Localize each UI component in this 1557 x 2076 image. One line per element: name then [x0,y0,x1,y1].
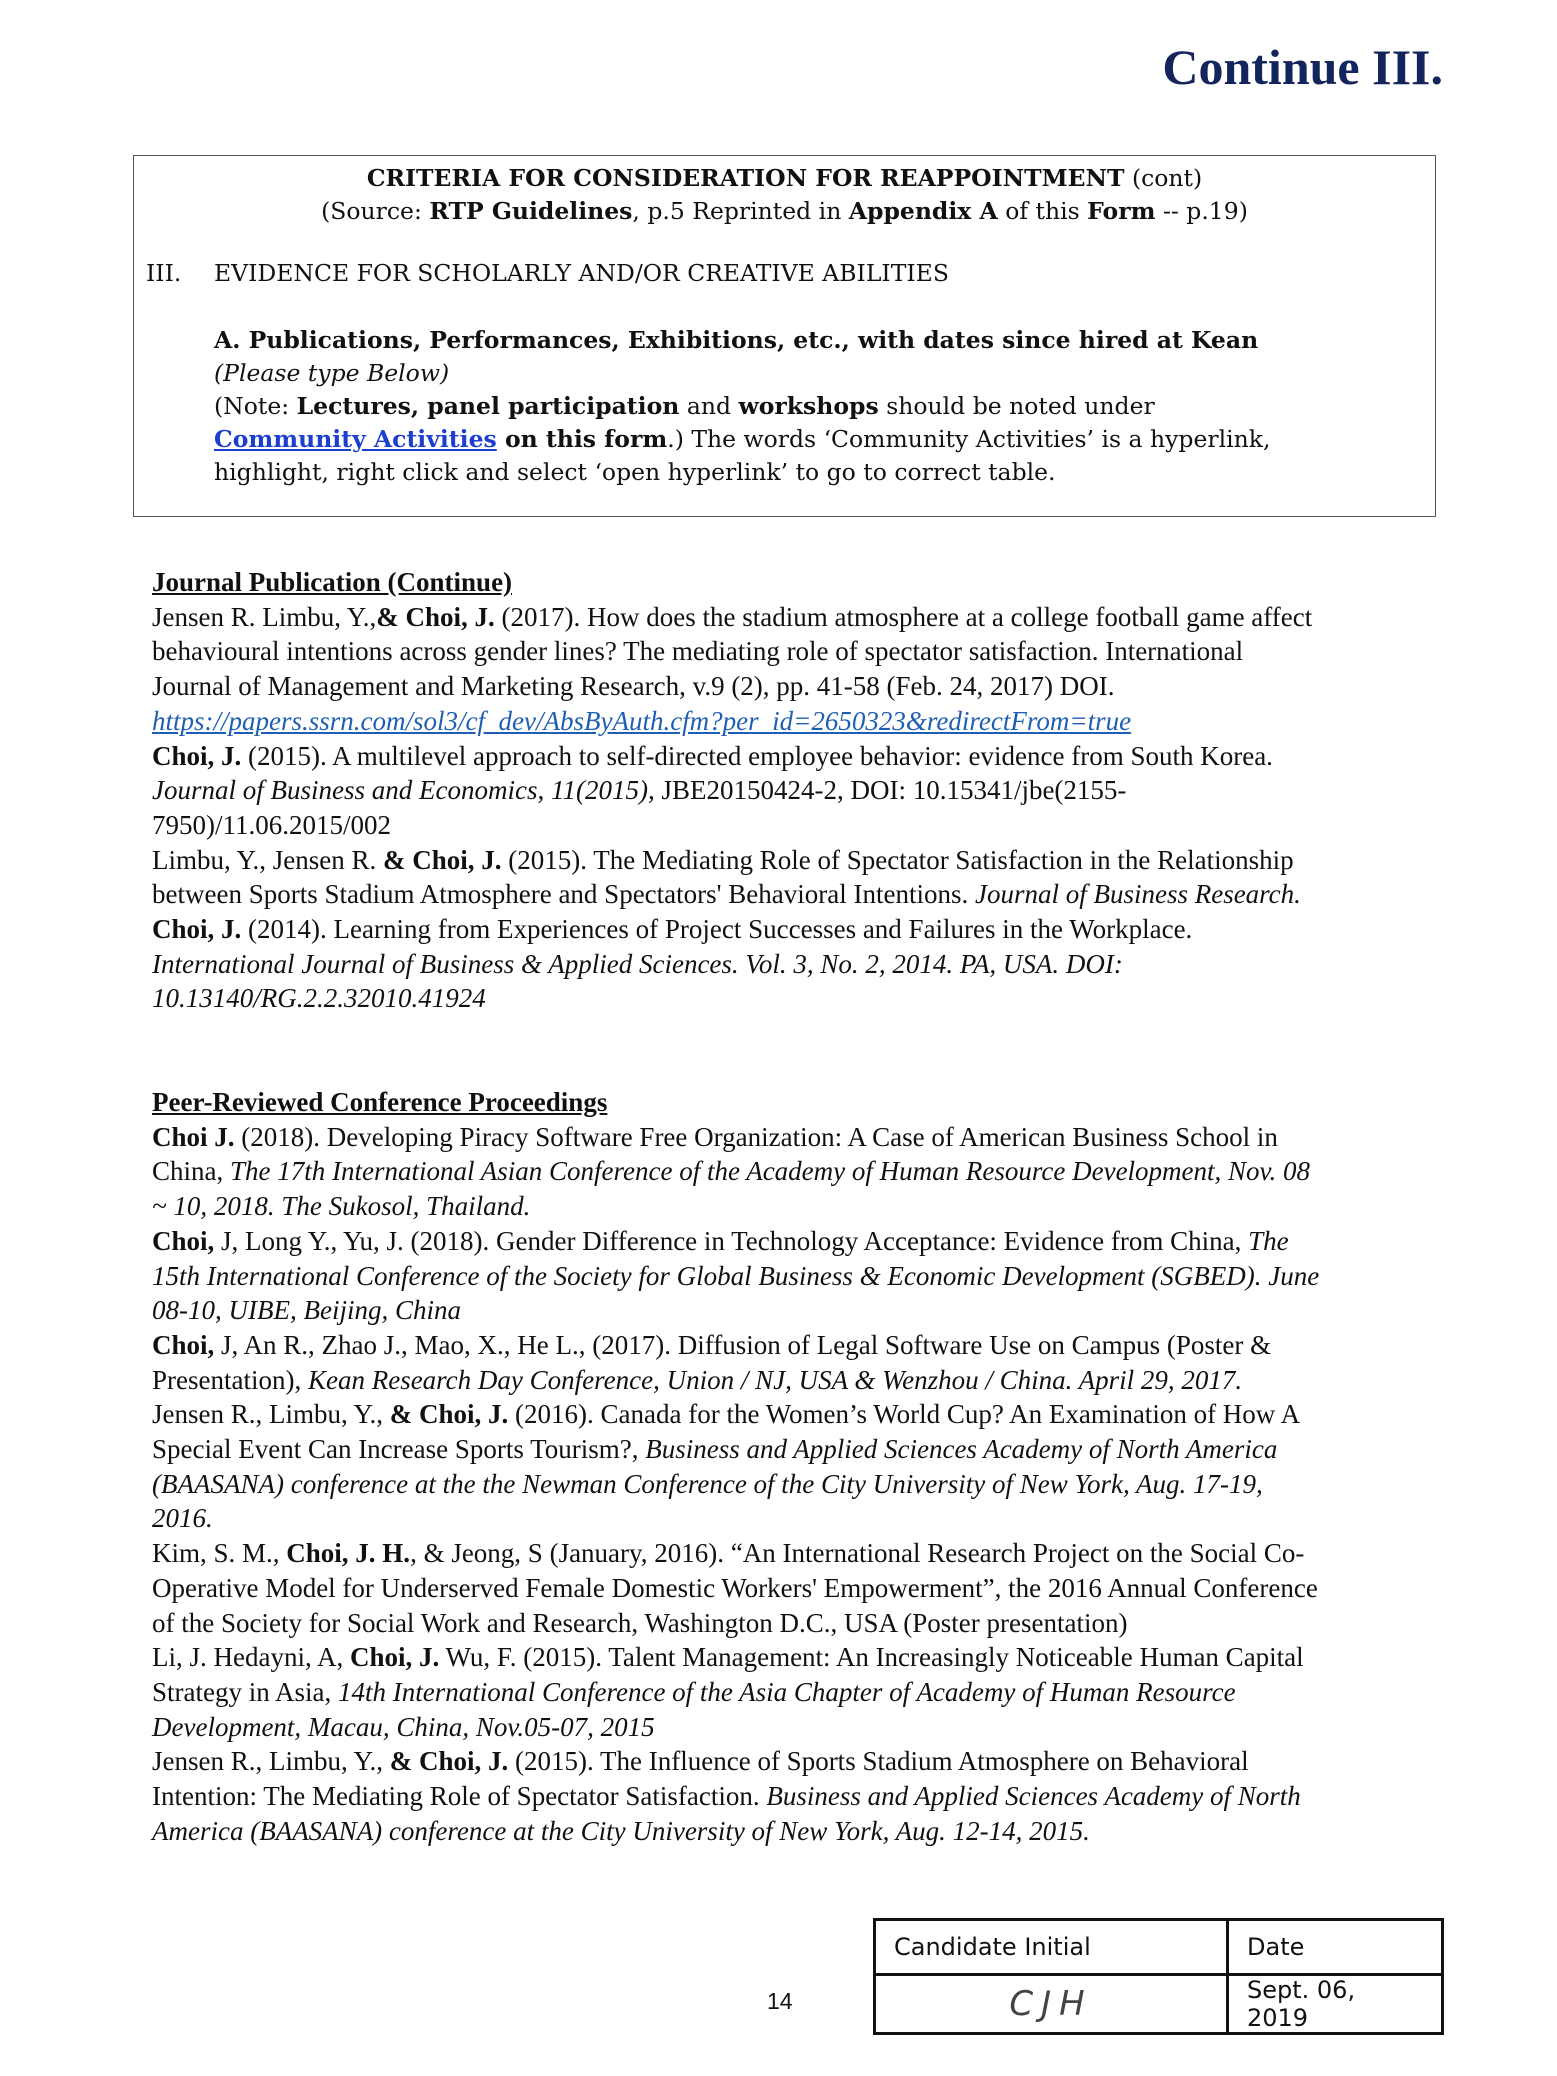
journal-entry-line [152,773,1442,808]
author-bold: & Choi, J. [383,844,502,875]
journal-name: International Journal of Business & Applied Sciences. Vol. 3, No. 2, 2014. PA, USA. DOI: [152,948,1123,979]
note-on-this-form: on this form [496,425,668,453]
note-text: should be noted under [878,392,1155,420]
entry-text: Strategy in Asia, [152,1676,338,1707]
journal-name: Journal of Business Research. [974,879,1301,910]
journal-entry-line [152,739,1442,774]
note-line: highlight, right click and select ‘open hyperlink’ to go to correct table. [214,458,1056,486]
peer-entry-line [152,1536,1442,1571]
note-line [214,423,1415,456]
peer-entry-line [152,1710,1442,1745]
author-bold: Choi, J. [152,914,242,945]
candidate-initials-signature: CJH [875,1975,1228,2034]
peer-entry-line [152,1224,1442,1259]
journal-entry-line [152,947,1442,982]
peer-heading: Peer-Reviewed Conference Proceedings [152,1087,608,1117]
peer-entry-line [152,1432,1442,1467]
journal-publication-section [152,565,1442,1016]
journal-name: Journal of Business and Economics, 11(2015), [152,775,655,806]
peer-entry-line [152,1675,1442,1710]
entry-text: (2016). Canada for the Women’s World Cup? An Examination of How A [508,1399,1301,1430]
peer-entry-line [152,1120,1442,1155]
conference-name: 08-10, UIBE, Beijing, China [152,1295,461,1326]
source-appendix: Appendix A [848,197,998,225]
journal-entry-line [152,912,1442,947]
journal-entry-line [152,877,1442,912]
journal-heading: Journal Publication (Continue) [152,567,513,597]
peer-reviewed-section [152,1085,1442,1848]
conference-name: (BAASANA) conference at the the Newman Conference of the City University of New York, Aug. 17-19, [152,1468,1263,1499]
conference-name: ~ 10, 2018. The Sukosol, Thailand. [152,1191,531,1222]
journal-entry-line [152,600,1442,635]
conference-name: 14th International Conference of the Asia Chapter of Academy of Human Resource [337,1676,1236,1707]
entry-text: , & Jeong, S (January, 2016). “An International Research Project on the Social Co- [410,1538,1305,1569]
journal-entry-line [152,981,1442,1016]
author-bold: Choi, [152,1225,215,1256]
entry-text: (2014). Learning from Experiences of Project Successes and Failures in the Workplace. [241,914,1193,945]
date-value: Sept. 06, 2019 [1228,1975,1443,2034]
section-a-block [214,324,1415,489]
conference-name: The 17th International Asian Conference of the Academy of Human Resource Development, Nov. 08 [230,1156,1311,1187]
journal-entry-line: behavioural intentions across gender lines? The mediating role of spectator satisfaction. International [152,636,1244,667]
date-label: Date [1228,1920,1443,1975]
conference-name: America (BAASANA) conference at the City University of New York, Aug. 12-14, 2015. [152,1815,1090,1846]
criteria-title-line [134,162,1435,195]
entry-text: Jensen R., Limbu, Y., [152,1746,390,1777]
entry-text: (2015). The Influence of Sports Stadium Atmosphere on Behavioral [508,1746,1249,1777]
journal-entry-line: 7950)/11.06.2015/002 [152,809,391,840]
source-rtp: RTP Guidelines [429,197,633,225]
entry-text: (2015). The Mediating Role of Spectator Satisfaction in the Relationship [501,844,1294,875]
community-activities-link[interactable]: Community Activities [214,425,497,453]
peer-entry-line [152,1814,1442,1849]
author-bold: & Choi, J. [376,601,495,632]
candidate-initial-label: Candidate Initial [875,1920,1228,1975]
entry-text: Li, J. Hedayni, A, [152,1642,350,1673]
entry-text: Limbu, Y., Jensen R. [152,844,384,875]
entry-text: Jensen R., Limbu, Y., [152,1399,390,1430]
peer-entry-line [152,1328,1442,1363]
note-line [214,390,1415,423]
peer-entry-line: Operative Model for Underserved Female Domestic Workers' Empowerment”, the 2016 Annual Conference [152,1572,1318,1603]
ssrn-link[interactable]: https://papers.ssrn.com/sol3/cf_dev/AbsByAuth.cfm?per_id=2650323&redirectFrom=true [152,705,1132,736]
author-bold: Choi, J. H. [286,1538,411,1569]
source-text: (Source: [321,197,430,225]
journal-entry-line: Journal of Management and Marketing Research, v.9 (2), pp. 41-58 (Feb. 24, 2017) DOI. [152,671,1115,702]
entry-text: J, An R., Zhao J., Mao, X., He L., (2017). Diffusion of Legal Software Use on Campus (Poster & [214,1329,1272,1360]
page-number: 14 [767,1988,793,2014]
note-workshops: workshops [738,392,879,420]
criteria-title: CRITERIA FOR CONSIDERATION FOR REAPPOINTMENT [366,164,1125,192]
author-bold: Choi, J. [152,740,242,771]
source-text: , p.5 Reprinted in [632,197,849,225]
section-a-instruction: (Please type Below) [214,359,450,387]
entry-text: Jensen R. Limbu, Y., [152,601,377,632]
section-a-title: A. Publications, Performances, Exhibitions, etc., with dates since hired at Kean [214,326,1259,354]
section-number: III. [146,259,182,287]
conference-name: Business and Applied Sciences Academy of North [766,1781,1301,1812]
peer-entry-line [152,1259,1442,1294]
source-text: of this [997,197,1088,225]
criteria-title-tail: (cont) [1124,164,1203,192]
doi-text: 10.13140/RG.2.2.32010.41924 [152,983,486,1014]
entry-text: (2017). How does the stadium atmosphere at a college football game affect [494,601,1313,632]
entry-text: J, Long Y., Yu, J. (2018). Gender Difference in Technology Acceptance: Evidence from China, [214,1225,1249,1256]
author-bold: Choi, J. [349,1642,440,1673]
peer-entry-line [152,1779,1442,1814]
entry-text: JBE20150424-2, DOI: 10.15341/jbe(2155- [654,775,1127,806]
entry-text: Special Event Can Increase Sports Tourism?, [152,1434,646,1465]
conference-name: Business and Applied Sciences Academy of North America [645,1434,1278,1465]
author-bold: Choi J. [152,1121,235,1152]
candidate-initial-table [873,1918,1444,2035]
entry-text: Kim, S. M., [152,1538,287,1569]
author-bold: Choi, [152,1329,215,1360]
conference-name: 15th International Conference of the Society for Global Business & Economic Development (SGBED). June [152,1260,1320,1291]
source-text: -- p.19) [1155,197,1248,225]
peer-entry-line: of the Society for Social Work and Research, Washington D.C., USA (Poster presentation) [152,1607,1128,1638]
peer-entry-line [152,1363,1442,1398]
peer-entry-line [152,1744,1442,1779]
section-title: EVIDENCE FOR SCHOLARLY AND/OR CREATIVE ABILITIES [214,259,949,287]
peer-entry-line [152,1189,1442,1224]
entry-text: Presentation), [152,1364,308,1395]
note-text: (Note: [214,392,297,420]
peer-entry-line [152,1154,1442,1189]
note-text: .) The words ‘Community Activities’ is a hyperlink, [667,425,1271,453]
peer-entry-line [152,1640,1442,1675]
note-text: and [679,392,739,420]
peer-entry-line [152,1501,1442,1536]
source-form: Form [1087,197,1156,225]
entry-text: Wu, F. (2015). Talent Management: An Increasingly Noticeable Human Capital [439,1642,1304,1673]
entry-text: between Sports Stadium Atmosphere and Spectators' Behavioral Intentions. [152,879,975,910]
criteria-source-line [134,195,1435,228]
page-continue-title: Continue III. [1162,39,1443,95]
peer-entry-line [152,1397,1442,1432]
entry-text: (2018). Developing Piracy Software Free Organization: A Case of American Business School in [234,1121,1278,1152]
entry-text: China, [152,1156,230,1187]
peer-entry-line [152,1467,1442,1502]
journal-entry-line [152,843,1442,878]
entry-text: Intention: The Mediating Role of Spectator Satisfaction. [152,1781,767,1812]
peer-entry-line [152,1293,1442,1328]
conference-name: Development, Macau, China, Nov.05-07, 2015 [152,1711,655,1742]
conference-name: 2016. [152,1503,213,1534]
conference-name: Kean Research Day Conference, Union / NJ, USA & Wenzhou / China. April 29, 2017. [307,1364,1243,1395]
conference-name: The [1248,1225,1289,1256]
author-bold: & Choi, J. [389,1746,509,1777]
entry-text: (2015). A multilevel approach to self-directed employee behavior: evidence from South Korea. [241,740,1273,771]
criteria-box [133,155,1436,517]
author-bold: & Choi, J. [389,1399,509,1430]
note-lectures: Lectures, panel participation [296,392,680,420]
